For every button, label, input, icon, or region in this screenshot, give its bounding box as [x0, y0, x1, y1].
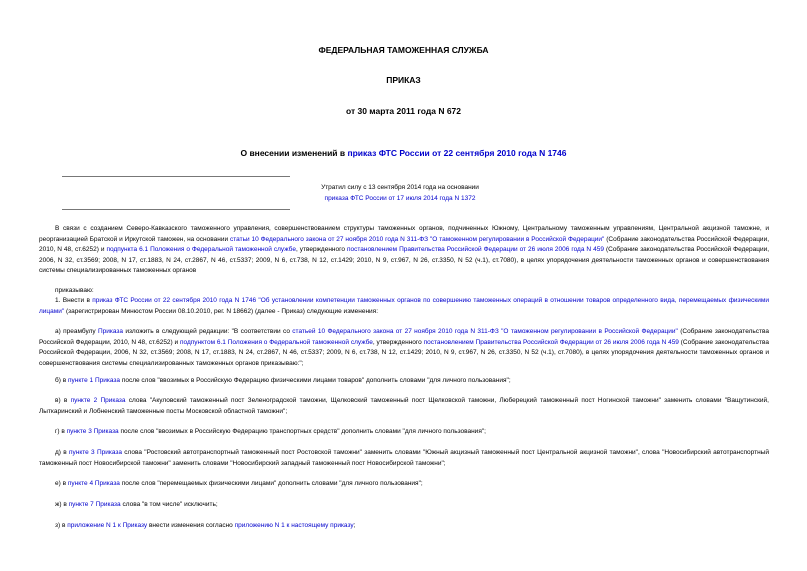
appendix-1-order-link[interactable]: приложение N 1 к Приказу [67, 522, 148, 529]
point-4-link[interactable]: пункте 4 Приказа [67, 480, 120, 487]
government-decree-459-link-a[interactable]: постановлением Правительства Российской Федерации от 26 июля 2006 года N 459 [423, 338, 679, 346]
order-link-a[interactable]: Приказа [97, 328, 124, 335]
title-order-link[interactable]: приказ ФТС России от 22 сентября 2010 года N 1746 [347, 148, 567, 158]
document-title [0, 148, 807, 158]
item-1-paragraph: 1. Внести в приказ ФТС России от 22 сентября 2010 года N 1746 "Об установлении компетенции таможенных органов по совершению таможенных операций в отношении товаров определенного вида, перемещаемых физическими лицами" (зарегистрирован Минюстом России 08.10.2010, рег. N 18662) (далее - Приказ) следующие изменения: [39, 297, 769, 315]
item-a-paragraph: а) преамбулу Приказа изложить в следующей редакции: "В соответствии со статьей 10 Федерального закона от 27 ноября 2010 года N 311-ФЗ "О таможенном регулировании в Российской Федерации" (Собрание законодательства Российской Федерации, 2010, N 48, ст.6252) и подпунктом 6.1 Положения о Федеральной таможенной службе, утвержденного постановлением Правительства Российской Федерации от 26 июля 2006 года N 459 (Собрание законодательства Российской Федерации, 2006, N 32, ст.3569; 2008, N 17, ст.1883, N 24, ст.2867, N 46, ст.5337; 2009, N 6, ст.738, N 12, ст.1429; 2010, N 9, ст.967, N 26, ст.3350, N 52 (ч.1), ст.7080), в целях упорядочения деятельности таможенных органов и совершенствования системы специализированных таможенных органов приказываю:"; [39, 328, 769, 367]
document-date: от 30 марта 2011 года N 672 [345, 106, 462, 116]
order-1746-link[interactable]: приказ ФТС России от 22 сентября 2010 года N 1746 [92, 297, 257, 304]
item-v-paragraph: в) в пункте 2 Приказа слова "Акуловский таможенный пост Зеленоградской таможни, Щелковский таможенный пост Щелковской таможни, Люберецкий таможенный пост Ногинской таможни" заменить словами "Ващутинский, Лыткаринский и Лобненский таможенные посты Московской областной таможни"; [39, 397, 769, 415]
appendix-1-this-order-link[interactable]: приложению N 1 к настоящему приказу [234, 522, 354, 529]
preamble-paragraph: В связи с созданием Северо-Кавказского таможенного управления, совершенствованием структуры таможенных органов, подчиненных Южному, Центральному таможенным управлениям, Центральной акцизной таможне, и реорганизацией Братской и Иркутской таможен, на основании статьи 10 Федерального закона от 27 ноября 2010 года N 311-ФЗ "О таможенном регулировании в Российской Федерации" (Собрание законодательства Российской Федерации, 2010, N 48, ст.6252) и подпункта 6.1 Положения о Федеральной таможенной службе, утвержденного постановлением Правительства Российской Федерации от 26 июля 2006 года N 459 (Собрание законодательства Российской Федерации, 2006, N 32, ст.3569; 2008, N 17, ст.1883, N 24, ст.2867, N 46, ст.5337; 2009, N 6, ст.738, N 12, ст.1429; 2010, N 9, ст.967, N 26, ст.3350, N 52 (ч.1), ст.7080), в целях упорядочения деятельности таможенных органов и совершенствования системы специализированных таможенных органов [39, 225, 770, 275]
regulation-6-1-link-a[interactable]: подпунктом 6.1 Положения о Федеральной таможенной службе [179, 338, 373, 346]
top-divider [62, 176, 290, 177]
document-type-heading: ПРИКАЗ [386, 75, 421, 85]
item-d-paragraph: д) в пункте 3 Приказа слова "Ростовский автотранспортный таможенный пост Ростовской таможни" заменить словами "Южный акцизный таможенный пост Центральной акцизной таможни", слова "Новосибирский автотранспортный таможенный пост Новосибирской таможни" заменить словами "Новосибирский западный таможенный пост Новосибирской таможни"; [39, 449, 769, 467]
regulation-6-1-link[interactable]: подпункта 6.1 Положения о Федеральной таможенной службе [106, 246, 296, 254]
point-3-link-d[interactable]: пункте 3 Приказа [68, 449, 122, 456]
lost-force-note: Утратил силу с 13 сентября 2014 года на основании [321, 184, 479, 191]
point-7-link[interactable]: пункте 7 Приказа [68, 501, 121, 508]
point-2-link[interactable]: пункте 2 Приказа [70, 397, 126, 404]
agency-heading: ФЕДЕРАЛЬНАЯ ТАМОЖЕННАЯ СЛУЖБА [318, 45, 489, 55]
law-311fz-link[interactable]: статьи 10 Федерального закона от 27 ноября 2010 года N 311-ФЗ "О таможенном регулировании в Российской Федерации" [229, 235, 605, 243]
item-b-paragraph: б) в пункте 1 Приказа после слов "ввозимых в Российскую Федерацию физическими лицами товаров" дополнить словами "для личного пользования"; [55, 377, 511, 384]
item-e-paragraph: е) в пункте 4 Приказа после слов "перемещаемых физическими лицами" дополнить словами "для личного пользования"; [55, 480, 423, 487]
government-decree-459-link[interactable]: постановлением Правительства Российской Федерации от 26 июля 2006 года N 459 [346, 246, 604, 254]
item-zh-paragraph: ж) в пункте 7 Приказа слова "в том числе" исключить; [55, 501, 218, 508]
order-word: приказываю: [55, 287, 94, 294]
point-1-link[interactable]: пункте 1 Приказа [67, 377, 121, 384]
item-z-paragraph: з) в приложение N 1 к Приказу внести изменения согласно приложению N 1 к настоящему приказу; [55, 522, 356, 529]
lost-force-order-link[interactable]: приказа ФТС России от 17 июля 2014 года N 1372 [324, 195, 476, 202]
order-1746-title-link[interactable]: "Об установлении компетенции таможенных органов по совершению таможенных операций в отношении товаров определенного вида, перемещаемых физическими лицами" [39, 297, 769, 315]
item-g-paragraph: г) в пункте 3 Приказа после слов "ввозимых в Российскую Федерацию транспортных средств" дополнить словами "для личного пользования"; [55, 428, 486, 435]
title-prefix: О внесении изменений в [240, 148, 348, 158]
law-311fz-link-a[interactable]: статьей 10 Федерального закона от 27 ноября 2010 года N 311-ФЗ "О таможенном регулировании в Российской Федерации" [292, 328, 678, 335]
lost-force-link-line [290, 194, 510, 204]
bottom-divider [62, 209, 290, 210]
point-3-link-g[interactable]: пункте 3 Приказа [66, 428, 119, 435]
